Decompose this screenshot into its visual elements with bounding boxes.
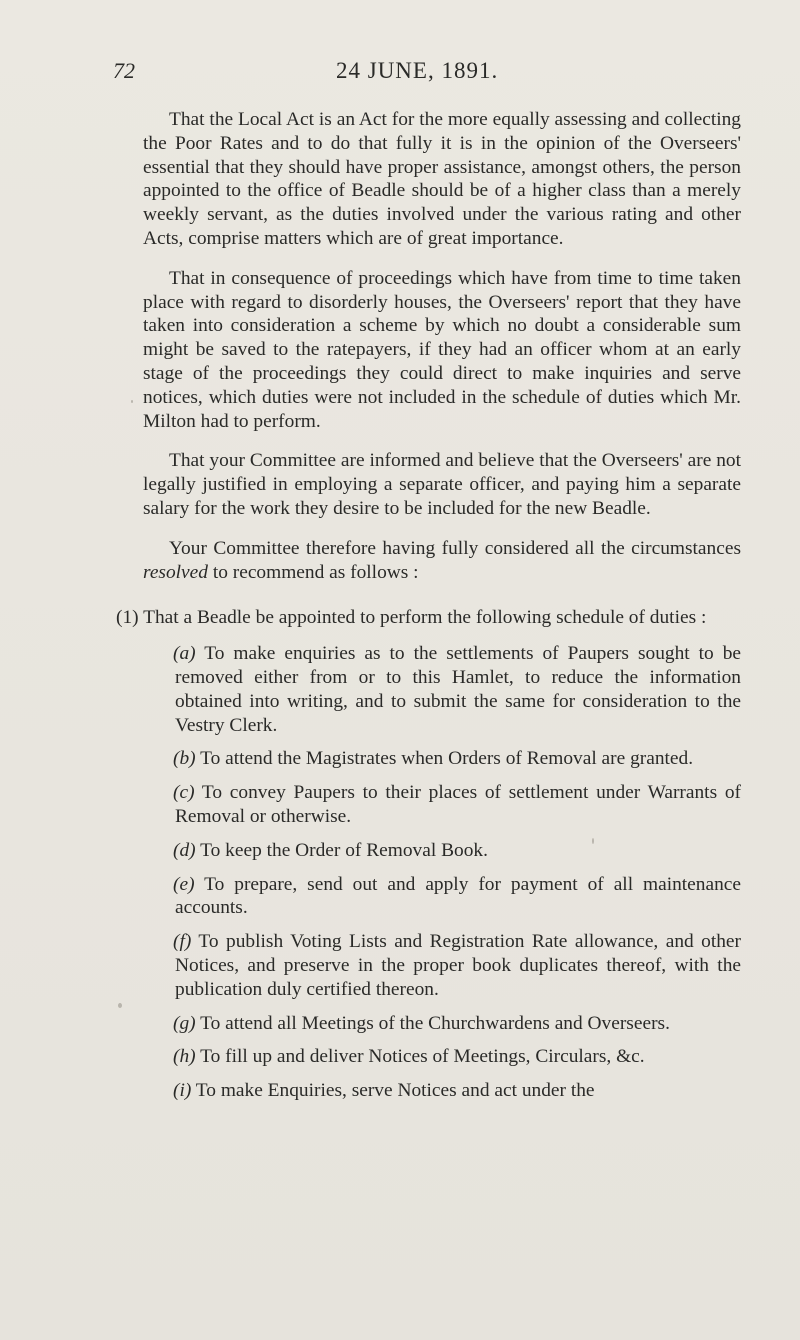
resolution-text-before: Your Committee therefore having fully considered all the circumstances bbox=[169, 537, 741, 559]
duty-item-e bbox=[175, 873, 741, 921]
page-body bbox=[116, 108, 741, 1113]
paragraph-committee-informed: That your Committee are informed and believe that the Overseers' are not legally justified in employing a separate officer, and paying him a separate salary for the work they desire to be included for the new Beadle. bbox=[143, 450, 741, 519]
duty-item-d bbox=[175, 839, 741, 863]
duty-label: (a) bbox=[173, 643, 196, 665]
paragraph-resolution bbox=[143, 537, 741, 585]
resolution-emphasis: resolved bbox=[143, 561, 208, 583]
duty-text: To attend the Magistrates when Orders of Removal are granted. bbox=[195, 748, 694, 770]
duty-item-b bbox=[175, 747, 741, 771]
duty-text: To publish Voting Lists and Registration Rate allowance, and other Notices, and preserve in the proper book duplicates thereof, with the publication duly certified thereon. bbox=[175, 931, 741, 1000]
duty-text: To convey Paupers to their places of settlement under Warrants of Removal or otherwise. bbox=[175, 782, 741, 827]
page-number: 72 bbox=[113, 58, 135, 83]
paper-speck bbox=[118, 1003, 122, 1008]
duty-label: (e) bbox=[173, 873, 195, 895]
duty-text: To make enquiries as to the settlements of Paupers sought to be removed either from or to this Hamlet, to reduce the information obtained into writing, and to submit the same for consideration to the Vestry Clerk. bbox=[175, 643, 741, 736]
running-head: 24 JUNE, 1891. bbox=[336, 58, 499, 83]
duty-text: To fill up and deliver Notices of Meetings, Circulars, &c. bbox=[195, 1046, 645, 1068]
duty-label: (g) bbox=[173, 1012, 196, 1034]
duty-text: To keep the Order of Removal Book. bbox=[195, 839, 488, 861]
recommendation-item-1: (1) That a Beadle be appointed to perform the following schedule of duties : bbox=[116, 607, 707, 629]
duty-label: (b) bbox=[173, 748, 196, 770]
duty-item-f bbox=[175, 930, 741, 1001]
duty-text: To prepare, send out and apply for payment of all maintenance accounts. bbox=[175, 873, 741, 919]
duty-item-g bbox=[175, 1012, 741, 1036]
duty-text: To attend all Meetings of the Churchwardens and Overseers. bbox=[195, 1012, 670, 1034]
paragraph-disorderly-houses: That in consequence of proceedings which have from time to time taken place with regard to disorderly houses, the Overseers' report that they have taken into consideration a scheme by which no doubt a considerable sum might be saved to the ratepayers, if they had an officer whom at an early stage of the proceedings they could direct to make inquiries and serve notices, which duties were not included in the schedule of duties which Mr. Milton had to perform. bbox=[143, 267, 741, 432]
resolution-text-after: to recommend as follows : bbox=[207, 561, 419, 583]
duty-text: To make Enquiries, serve Notices and act under the bbox=[191, 1080, 595, 1102]
duty-item-h bbox=[175, 1045, 741, 1069]
paper-speck bbox=[131, 400, 133, 403]
duty-label: (i) bbox=[173, 1080, 192, 1102]
duty-label: (f) bbox=[173, 931, 192, 953]
duty-label: (c) bbox=[173, 782, 195, 804]
paper-speck bbox=[592, 838, 594, 844]
paragraph-local-act: That the Local Act is an Act for the more equally assessing and collecting the Poor Rates and to do that fully it is in the opinion of the Overseers' essential that they should have proper assistance, amongst others, the person appointed to the office of Beadle should be of a higher class than a merely weekly servant, as the duties involved under the various rating and other Acts, comprise matters which are of great importance. bbox=[143, 109, 741, 249]
duty-label: (d) bbox=[173, 839, 196, 861]
page-header bbox=[0, 58, 800, 92]
duty-label: (h) bbox=[173, 1046, 196, 1068]
duty-item-a bbox=[175, 642, 741, 737]
duty-item-c bbox=[175, 781, 741, 829]
duty-item-i bbox=[175, 1079, 741, 1103]
